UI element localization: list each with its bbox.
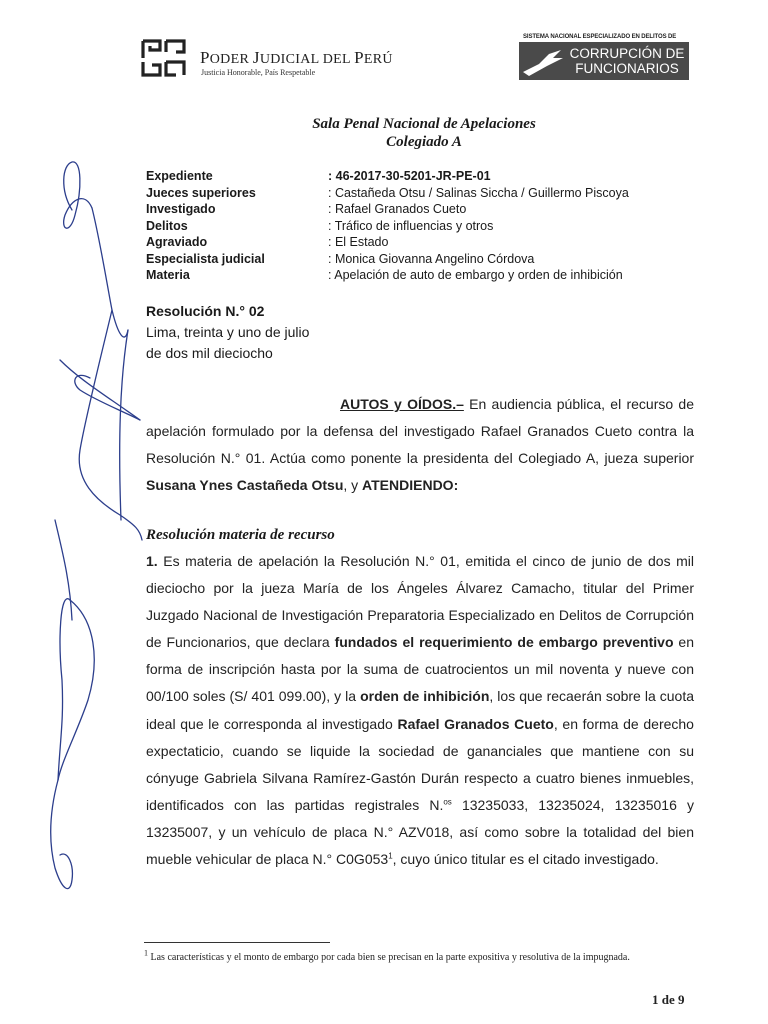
autos-paragraph bbox=[146, 391, 694, 499]
case-key: Materia bbox=[146, 268, 190, 282]
para-text-2: en forma de inscripción hasta por la suma de cuatrocientos un mil noventa y nueve con 00/100 soles (S/ 401 099.00), y la bbox=[146, 634, 694, 705]
case-row-jueces bbox=[146, 185, 629, 202]
investigado-name: Rafael Granados Cueto bbox=[397, 715, 554, 732]
case-row-investigado bbox=[146, 201, 629, 218]
poder-judicial-logo-icon bbox=[140, 38, 190, 78]
handwritten-signature-icon bbox=[0, 120, 150, 970]
case-key: Jueces superiores bbox=[146, 185, 256, 200]
case-value: : Monica Giovanna Angelino Córdova bbox=[328, 251, 535, 266]
hand-emblem-icon bbox=[519, 42, 565, 80]
footnote-divider bbox=[144, 942, 330, 943]
page-number: 1 de 9 bbox=[652, 992, 685, 1007]
system-line1: CORRUPCIÓN DE bbox=[569, 46, 685, 61]
atendiendo-label: ATENDIENDO: bbox=[362, 477, 459, 493]
resolution-date-line2: de dos mil dieciocho bbox=[146, 345, 273, 361]
case-key: Especialista judicial bbox=[146, 251, 265, 266]
court-subtitle: Colegiado A bbox=[386, 134, 462, 150]
ponente-name: Susana Ynes Castañeda Otsu bbox=[146, 477, 344, 493]
case-value: : Tráfico de influencias y otros bbox=[328, 218, 494, 233]
resolution-date-line1: Lima, treinta y uno de julio bbox=[146, 324, 310, 340]
footnote bbox=[144, 948, 696, 965]
autos-text: En audiencia pública, el recurso de apelación formulado por la defensa del investigado Rafael Granados Cueto contra la Resolución N.° 01. Actúa como ponente la presidenta del Colegiado A, jueza superior bbox=[146, 396, 694, 466]
para-text-4: , en forma de derecho expectaticio, cuando se liquide la sociedad de gananciales que mantiene con su cónyuge Gabriela Silvana Ramírez-Gastón Durán respecto a cuatro bienes inmuebles, identificados con las partidas registrales N. bbox=[146, 715, 694, 813]
case-value: : El Estado bbox=[328, 235, 389, 249]
case-key: Investigado bbox=[146, 202, 216, 216]
case-row-materia bbox=[146, 267, 629, 284]
institution-name: PODER JUDICIAL DEL PERÚ bbox=[200, 48, 393, 67]
case-row-agraviado bbox=[146, 234, 629, 251]
footnote-mark: 1 bbox=[144, 948, 148, 958]
footnote-ref: 1 bbox=[388, 851, 393, 861]
case-row-delitos bbox=[146, 218, 629, 235]
case-value: : Apelación de auto de embargo y orden de inhibición bbox=[328, 268, 623, 282]
para-text-3: , los que recaerán sobre la cuota ideal que le corresponda al investigado bbox=[146, 688, 694, 732]
autos-text-2: , y bbox=[343, 477, 363, 493]
case-value: : Rafael Granados Cueto bbox=[328, 202, 467, 216]
court-title: Sala Penal Nacional de Apelaciones bbox=[312, 116, 536, 132]
case-row-expediente bbox=[146, 168, 629, 185]
para-text-5: 13235033, 13235024, 13235016 y 13235007, y un vehículo de placa N.° AZV018, así como sobre la totalidad del bien mueble vehicular de placa N.° C0G053 bbox=[146, 796, 694, 868]
orden-inhibicion-text: orden de inhibición bbox=[360, 688, 490, 705]
para-text-1: Es materia de apelación la Resolución N.° 01, emitida el cinco de junio de dos mil dieciocho por la jueza María de los Ángeles Álvarez Camacho, titular del Primer Juzgado Nacional de Investigación Preparatoria Especializado en Delitos de Corrupción de Funcionarios, que declara bbox=[146, 553, 694, 651]
case-value: : Castañeda Otsu / Salinas Siccha / Guillermo Piscoya bbox=[328, 185, 629, 200]
case-value: : 46-2017-30-5201-JR-PE-01 bbox=[328, 169, 491, 183]
institution-motto: Justicia Honorable, País Respetable bbox=[201, 68, 316, 77]
footnote-text: Las características y el monto de embargo por cada bien se precisan en la parte expositiva y resolutiva de la impugnada. bbox=[148, 952, 630, 963]
case-key: Agraviado bbox=[146, 235, 208, 249]
case-row-especialista bbox=[146, 251, 629, 268]
system-name: SISTEMA NACIONAL ESPECIALIZADO EN DELITOS DE bbox=[523, 34, 677, 40]
system-line2: FUNCIONARIOS bbox=[575, 61, 679, 76]
resolution-number: Resolución N.° 02 bbox=[146, 303, 265, 319]
paragraph-number: 1. bbox=[146, 553, 158, 569]
fundados-text: fundados el requerimiento de embargo preventivo bbox=[334, 634, 674, 651]
section-heading: Resolución materia de recurso bbox=[146, 527, 335, 543]
autos-heading: AUTOS y OÍDOS.– bbox=[340, 396, 464, 412]
corrupcion-funcionarios-logo bbox=[519, 42, 689, 80]
case-data-table bbox=[146, 168, 629, 284]
superscript-os: os bbox=[443, 797, 452, 807]
resolution-paragraph bbox=[146, 548, 694, 873]
case-key: Expediente bbox=[146, 169, 213, 183]
case-key: Delitos bbox=[146, 218, 188, 233]
para-text-6: , cuyo único titular es el citado investigado. bbox=[392, 851, 659, 868]
resolution-block bbox=[146, 301, 309, 364]
